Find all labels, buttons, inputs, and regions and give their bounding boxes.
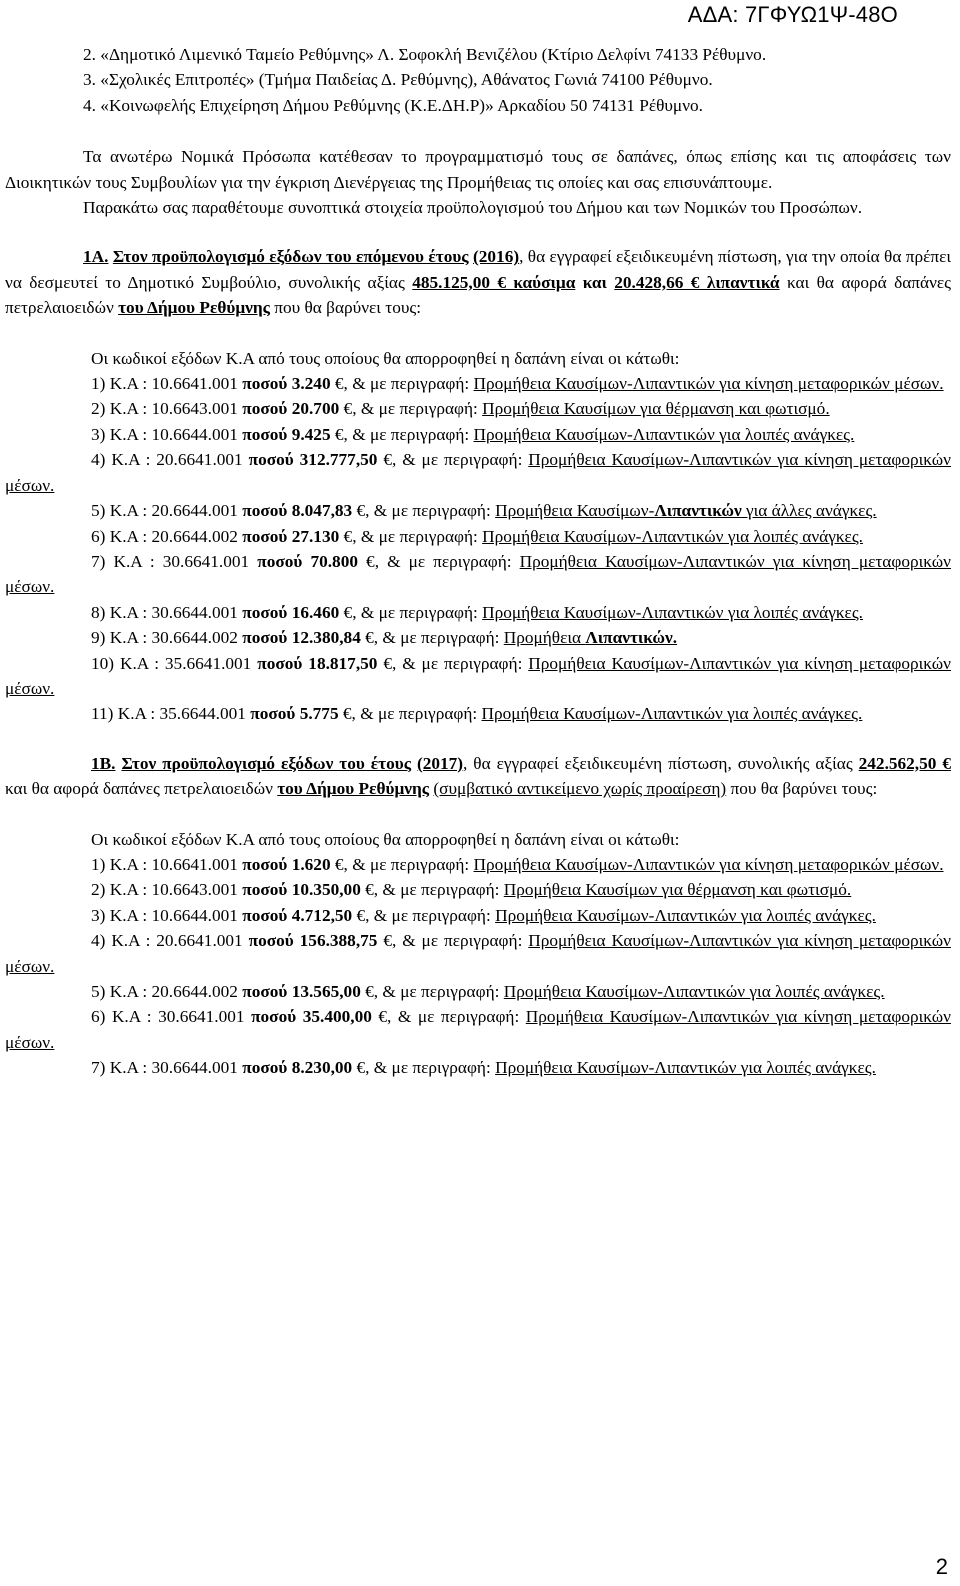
list-item xyxy=(5,93,951,118)
budget-item: 9) Κ.Α : 30.6644.002 ποσού 12.380,84 €, & με περιγραφή: Προμήθεια Λιπαντικών. xyxy=(91,628,678,648)
item-amount: 16.460 xyxy=(291,602,340,622)
ada-code: ΑΔΑ: 7ΓΦΥΩ1Ψ-48Ο xyxy=(687,2,898,27)
section-year: (2016) xyxy=(473,247,520,267)
item-amount: 18.817,50 xyxy=(308,653,378,673)
municipality: του Δήμου Ρεθύμνης xyxy=(118,298,270,318)
list-item xyxy=(5,67,951,92)
budget-item: 5) Κ.Α : 20.6644.001 ποσού 8.047,83 €, & με περιγραφή: Προμήθεια Καυσίμων-Λιπαντικών για άλλες ανάγκες. xyxy=(91,501,877,521)
list-text: «Σχολικές Επιτροπές» (Τμήμα Παιδείας Δ. Ρεθύμνης), Αθάνατος Γωνιά 74100 Ρέθυμνο. xyxy=(100,70,713,90)
item-amount: 3.240 xyxy=(291,374,331,394)
item-amount: 156.388,75 xyxy=(299,931,378,951)
budget-item: 5) Κ.Α : 20.6644.002 ποσού 13.565,00 €, & με περιγραφή: Προμήθεια Καυσίμων-Λιπαντικών για λοιπές ανάγκες. xyxy=(91,982,885,1001)
item-amount: 13.565,00 xyxy=(291,982,361,1001)
item-amount: 27.130 xyxy=(291,526,340,546)
paragraph-legal-entities: Τα ανωτέρω Νομικά Πρόσωπα κατέθεσαν το προγραμματισμό τους σε δαπάνες, όπως επίσης και τις αποφάσεις των Διοικητικών τους Συμβουλίων για την έγκριση Διενέργειας της Προμήθειας τις οποίες και σας επισυνάπτουμε. xyxy=(5,147,951,192)
section-1b-heading: 1Β. Στον προϋπολογισμό εξόδων του έτους (2017), θα εγγραφεί εξειδικευμένη πίστωση, συνολικής αξίας 242.562,50 € και θα αφορά δαπάνες πετρελαιοειδών του Δήμου Ρεθύμνης (συμβατικό αντικείμενο χωρίς προαίρεση) που θα βαρύνει τους: xyxy=(5,753,951,799)
budget-item: 2) Κ.Α : 10.6643.001 ποσού 20.700 €, & με περιγραφή: Προμήθεια Καυσίμων για θέρμανση και φωτισμό. xyxy=(91,399,830,419)
item-amount: 9.425 xyxy=(291,424,331,444)
budget-item: 11) Κ.Α : 35.6644.001 ποσού 5.775 €, & με περιγραφή: Προμήθεια Καυσίμων-Λιπαντικών για λοιπές ανάγκες. xyxy=(91,704,863,724)
item-amount: 4.712,50 xyxy=(291,905,353,925)
codes-intro: Οι κωδικοί εξόδων Κ.Α από τους οποίους θα απορροφηθεί η δαπάνη είναι οι κάτωθι: xyxy=(91,348,680,368)
list-number: 3. xyxy=(83,70,96,90)
item-amount: 1.620 xyxy=(291,854,331,874)
municipality: του Δήμου Ρεθύμνης xyxy=(277,779,430,799)
budget-item: 8) Κ.Α : 30.6644.001 ποσού 16.460 €, & με περιγραφή: Προμήθεια Καυσίμων-Λιπαντικών για λοιπές ανάγκες. xyxy=(91,602,863,622)
amount-lubricants: 20.428,66 € λιπαντικά xyxy=(614,272,780,292)
budget-item: 1) Κ.Α : 10.6641.001 ποσού 3.240 €, & με περιγραφή: Προμήθεια Καυσίμων-Λιπαντικών για κίνηση μεταφορικών μέσων. xyxy=(91,374,944,394)
item-amount: 12.380,84 xyxy=(291,628,361,648)
budget-item: 4) Κ.Α : 20.6641.001 ποσού 312.777,50 €, & με περιγραφή: Προμήθεια Καυσίμων-Λιπαντικών για κίνηση μεταφορικών μέσων. xyxy=(5,450,951,495)
item-amount: 8.047,83 xyxy=(291,501,353,521)
item-amount: 312.777,50 xyxy=(299,450,378,470)
list-item xyxy=(5,42,951,67)
section-1a-heading: 1Α. Στον προϋπολογισμό εξόδων του επόμενου έτους (2016), θα εγγραφεί εξειδικευμένη πίστωση, για την οποία θα πρέπει να δεσμευτεί το Δημοτικό Συμβούλιο, συνολικής αξίας 485.125,00 € καύσιμα και 20.428,66 € λιπαντικά και θα αφορά δαπάνες πετρελαιοειδών του Δήμου Ρεθύμνης που θα βαρύνει τους: xyxy=(5,247,952,318)
budget-item: 2) Κ.Α : 10.6643.001 ποσού 10.350,00 €, & με περιγραφή: Προμήθεια Καυσίμων για θέρμανση και φωτισμό. xyxy=(91,880,852,900)
item-amount: 70.800 xyxy=(310,551,358,571)
paragraph-summary: Παρακάτω σας παραθέτουμε συνοπτικά στοιχεία προϋπολογισμού του Δήμου και των Νομικών του Προσώπων. xyxy=(83,198,863,218)
budget-item: 10) Κ.Α : 35.6641.001 ποσού 18.817,50 €, & με περιγραφή: Προμήθεια Καυσίμων-Λιπαντικών για κίνηση μεταφορικών μέσων. xyxy=(5,653,951,698)
budget-item: 1) Κ.Α : 10.6641.001 ποσού 1.620 €, & με περιγραφή: Προμήθεια Καυσίμων-Λιπαντικών για κίνηση μεταφορικών μέσων. xyxy=(91,854,944,874)
budget-item: 3) Κ.Α : 10.6644.001 ποσού 9.425 €, & με περιγραφή: Προμήθεια Καυσίμων-Λιπαντικών για λοιπές ανάγκες. xyxy=(91,424,855,444)
contract-note: (συμβατικό αντικείμενο χωρίς προαίρεση) xyxy=(433,779,727,799)
amount-fuel: 485.125,00 € καύσιμα xyxy=(412,272,576,292)
budget-item: 7) Κ.Α : 30.6644.001 ποσού 8.230,00 €, & με περιγραφή: Προμήθεια Καυσίμων-Λιπαντικών για λοιπές ανάγκες. xyxy=(91,1058,876,1078)
item-amount: 10.350,00 xyxy=(291,880,361,900)
list-number: 4. xyxy=(83,95,96,115)
item-amount: 35.400,00 xyxy=(302,1007,372,1027)
budget-item: 6) Κ.Α : 20.6644.002 ποσού 27.130 €, & με περιγραφή: Προμήθεια Καυσίμων-Λιπαντικών για λοιπές ανάγκες. xyxy=(91,526,863,546)
list-text: «Κοινωφελής Επιχείρηση Δήμου Ρεθύμνης (Κ.Ε.ΔΗ.Ρ)» Αρκαδίου 50 74131 Ρέθυμνο. xyxy=(100,95,703,115)
list-text: «Δημοτικό Λιμενικό Ταμείο Ρεθύμνης» Λ. Σοφοκλή Βενιζέλου (Κτίριο Δελφίνι 74133 Ρέθυμνο. xyxy=(100,45,767,64)
budget-item: 7) Κ.Α : 30.6641.001 ποσού 70.800 €, & με περιγραφή: Προμήθεια Καυσίμων-Λιπαντικών για κίνηση μεταφορικών μέσων. xyxy=(5,551,951,597)
section-label: 1Β. xyxy=(91,753,116,773)
section-title: Στον προϋπολογισμό εξόδων του έτους xyxy=(121,753,411,773)
section-title: Στον προϋπολογισμό εξόδων του επόμενου έτους xyxy=(112,247,469,267)
item-amount: 5.775 xyxy=(299,704,339,724)
budget-item: 3) Κ.Α : 10.6644.001 ποσού 4.712,50 €, & με περιγραφή: Προμήθεια Καυσίμων-Λιπαντικών για λοιπές ανάγκες. xyxy=(91,905,876,925)
budget-item: 4) Κ.Α : 20.6641.001 ποσού 156.388,75 €, & με περιγραφή: Προμήθεια Καυσίμων-Λιπαντικών για κίνηση μεταφορικών μέσων. xyxy=(5,931,951,976)
section-label: 1Α. xyxy=(83,247,109,267)
list-number: 2. xyxy=(83,45,96,64)
codes-intro: Οι κωδικοί εξόδων Κ.Α από τους οποίους θα απορροφηθεί η δαπάνη είναι οι κάτωθι: xyxy=(91,829,680,849)
item-amount: 20.700 xyxy=(291,399,340,419)
document-page xyxy=(5,42,951,1081)
page-number: 2 xyxy=(935,1554,948,1579)
section-year: (2017) xyxy=(416,753,464,773)
budget-item: 6) Κ.Α : 30.6641.001 ποσού 35.400,00 €, & με περιγραφή: Προμήθεια Καυσίμων-Λιπαντικών για κίνηση μεταφορικών μέσων. xyxy=(5,1007,951,1052)
amount-total: 242.562,50 € xyxy=(858,753,951,773)
item-amount: 8.230,00 xyxy=(291,1058,353,1078)
